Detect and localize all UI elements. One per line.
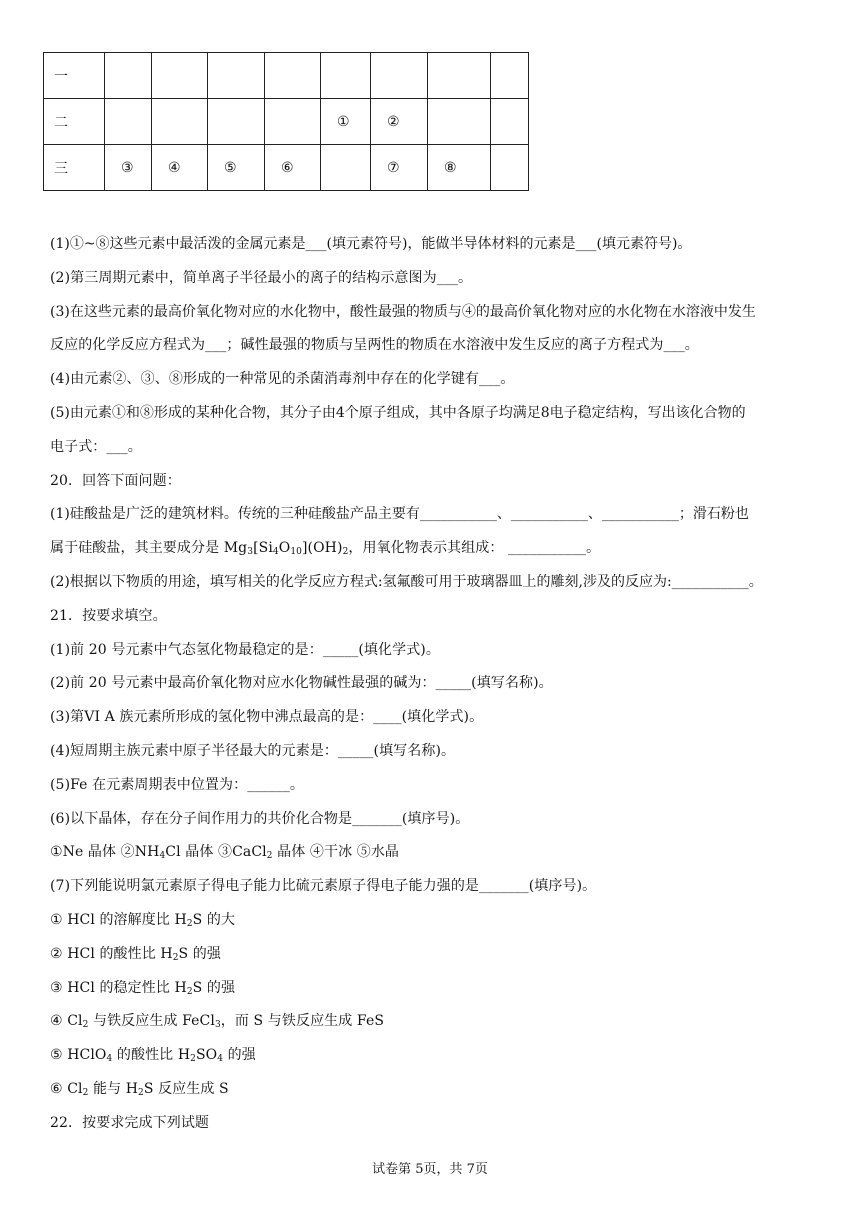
table-cell: [152, 53, 208, 99]
table-cell: [428, 53, 491, 99]
table-cell: ②: [371, 99, 428, 145]
table-cell: ④: [152, 145, 208, 191]
q22-title: 22．按要求完成下列试题: [50, 1114, 210, 1131]
q21-part4: (4)短周期主族元素中原子半径最大的元素是：_____(填写名称)。: [50, 742, 456, 759]
q19-part4: (4)由元素②、③、⑧形成的一种常见的杀菌消毒剂中存在的化学键有___。: [50, 371, 515, 388]
q21-option-5: ⑤ HClO$_4$ 的酸性比 $H_2SO_4$ 的强: [50, 1047, 256, 1065]
q19-part5-line2: 电子式：___。: [50, 438, 142, 455]
periodic-table-fragment: [43, 52, 529, 191]
table-cell: ⑧: [428, 145, 491, 191]
page-footer: 试卷第 5页，共 7页: [372, 1162, 488, 1177]
q19-part3-line2: 反应的化学反应方程式为___；碱性最强的物质与呈两性的物质在水溶液中发生反应的离子方程式为___。: [50, 337, 699, 354]
table-cell: [152, 99, 208, 145]
q21-option-4: ④ $Cl_2$ 与铁反应生成 FeCl$_3$，而 S 与铁反应生成 FeS: [50, 1013, 385, 1031]
table-cell: ⑦: [371, 145, 428, 191]
q19-part3-line1: (3)在这些元素的最高价氧化物对应的水化物中，酸性最强的物质与④的最高价氧化物对应的水化物在水溶液中发生: [50, 303, 756, 320]
table-row: [44, 145, 529, 191]
q20-part2: (2)根据以下物质的用途，填写相关的化学反应方程式:氢氟酸可用于玻璃器皿上的雕刻,涉及的反应为:___________。: [50, 573, 763, 590]
table-cell: [491, 53, 529, 99]
table-cell: [105, 99, 152, 145]
q21-part3: (3)第VI A 族元素所形成的氢化物中沸点最高的是：____(填化学式)。: [50, 709, 484, 726]
q20-title: 20．回答下面问题：: [50, 472, 181, 489]
q21-part6: (6)以下晶体，存在分子间作用力的共价化合物是_______(填序号)。: [50, 810, 470, 827]
table-cell: [208, 99, 265, 145]
table-row: [44, 99, 529, 145]
table-cell: [208, 53, 265, 99]
table-row: [44, 53, 529, 99]
table-cell: [265, 53, 321, 99]
q20-part1-line2: 属于硅酸盐，其主要成分是 $Mg_3[Si_4O_{10}](OH)_2$，用氧化物表示其组成： ___________。: [50, 540, 601, 558]
table-cell: ⑤: [208, 145, 265, 191]
table-cell: ①: [321, 99, 371, 145]
table-cell: [491, 145, 529, 191]
table-cell: [371, 53, 428, 99]
table-cell: ③: [105, 145, 152, 191]
table-cell: [321, 145, 371, 191]
q21-part5: (5)Fe 在元素周期表中位置为：______。: [50, 776, 304, 793]
table-cell: [428, 99, 491, 145]
q21-option-1: ① HCl 的溶解度比 $H_2S$ 的大: [50, 911, 236, 929]
question-body: [50, 228, 850, 1141]
table-cell: [265, 99, 321, 145]
table-cell: [105, 53, 152, 99]
table-cell: [321, 53, 371, 99]
table-cell: 二: [44, 99, 105, 145]
q21-part7: (7)下列能说明氯元素原子得电子能力比硫元素原子得电子能力强的是_______(填序号)。: [50, 878, 597, 895]
table-cell: 三: [44, 145, 105, 191]
table-cell: 一: [44, 53, 105, 99]
q19-part5-line1: (5)由元素①和⑧形成的某种化合物，其分子由4个原子组成，其中各原子均满足8电子稳定结构，写出该化合物的: [50, 404, 746, 421]
q19-part2: (2)第三周期元素中，简单离子半径最小的离子的结构示意图为___。: [50, 269, 473, 286]
q21-option-2: ② HCl 的酸性比 $H_2S$ 的强: [50, 945, 221, 963]
q21-part1: (1)前 20 号元素中气态氢化物最稳定的是：_____(填化学式)。: [50, 641, 440, 658]
q21-option-3: ③ HCl 的稳定性比 $H_2S$ 的强: [50, 979, 236, 997]
q19-part1: (1)①~⑧这些元素中最活泼的金属元素是___(填元素符号)，能做半导体材料的元素是___(填元素符号)。: [50, 236, 692, 252]
table-cell: ⑥: [265, 145, 321, 191]
q21-title: 21．按要求填空。: [50, 607, 167, 624]
q21-part6-options: ①Ne 晶体 $②NH_4Cl$ 晶体 ③CaCl$_2$ 晶体 ④干冰 ⑤水晶: [50, 844, 400, 862]
q21-option-6: ⑥ $Cl_2$ 能与 $H_2S$ 反应生成 S: [50, 1080, 229, 1098]
table-cell: [491, 99, 529, 145]
q21-part2: (2)前 20 号元素中最高价氧化物对应水化物碱性最强的碱为：_____(填写名称)。: [50, 675, 553, 692]
q20-part1-line1: (1)硅酸盐是广泛的建筑材料。传统的三种硅酸盐产品主要有___________、___________、___________；滑石粉也: [50, 506, 749, 523]
